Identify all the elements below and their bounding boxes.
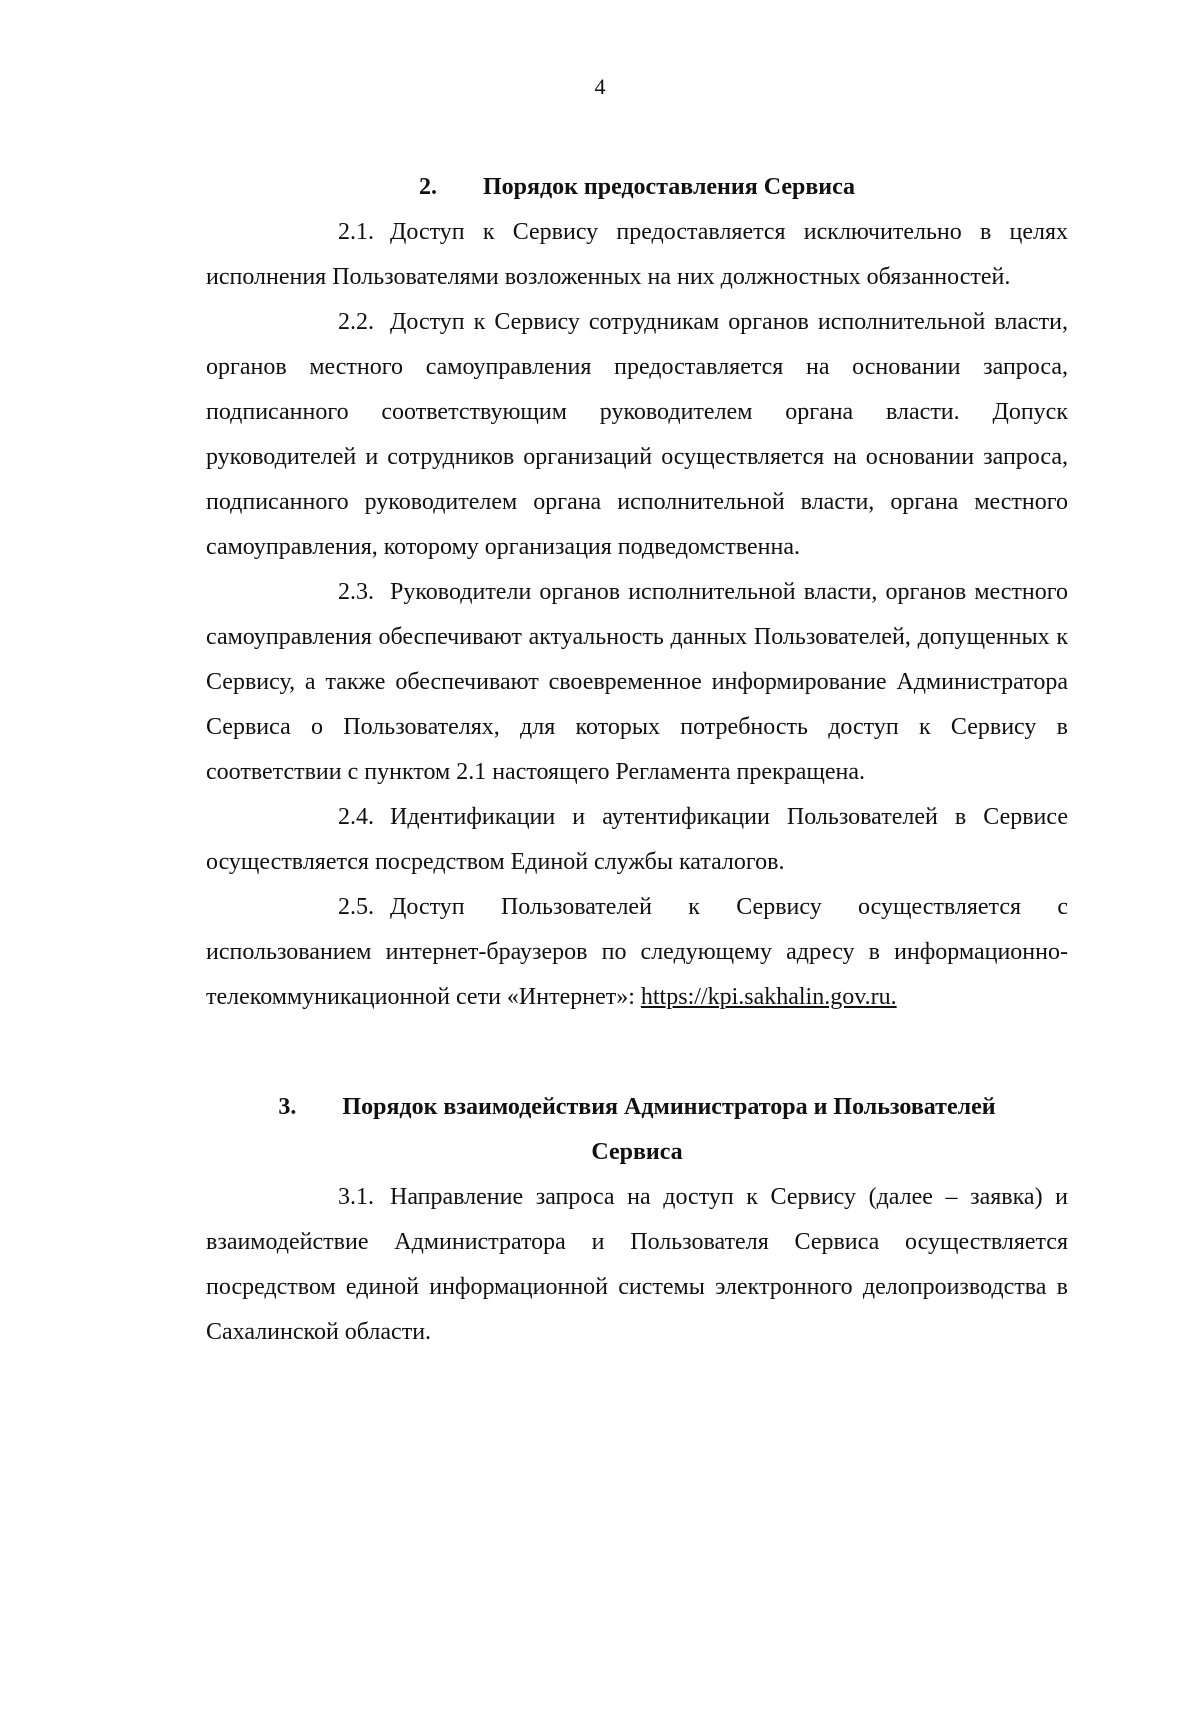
paragraph-text: Доступ Пользователей к Сервису осуществляется с использованием интернет-браузеров по следующему адресу в информационно-телекоммуникационной сети «Интернет»: [206,894,1068,1010]
section-title-line2: Сервиса [591,1139,683,1165]
paragraph-text: Направление запроса на доступ к Сервису (далее – заявка) и взаимодействие Администратора и Пользователя Сервиса осуществляется посредством единой информационной системы электронного делопроизводства в Сахалинской области. [206,1184,1068,1345]
section-number: 2. [418,174,437,200]
section-title: Порядок предоставления Сервиса [482,174,856,200]
paragraph-2-2 [206,300,1068,570]
paragraph-2-5 [206,885,1068,1020]
paragraph-number: 2.1. [338,219,374,245]
section-3-heading [206,1085,1068,1175]
document-body [206,165,1068,1355]
paragraph-text: Идентификации и аутентификации Пользователей в Сервисе осуществляется посредством Единой службы каталогов. [206,804,1068,875]
paragraph-text: Руководители органов исполнительной власти, органов местного самоуправления обеспечивают актуальность данных Пользователей, допущенных к Сервису, а также обеспечивают своевременное информирование Администратора Сервиса о Пользователях, для которых потребность доступ к Сервису в соответствии с пунктом 2.1 настоящего Регламента прекращена. [206,579,1068,785]
paragraph-number: 2.2. [338,309,374,335]
paragraph-text: Доступ к Сервису сотрудникам органов исполнительной власти, органов местного самоуправления предоставляется на основании запроса, подписанного соответствующим руководителем органа власти. Допуск руководителей и сотрудников организаций осуществляется на основании запроса, подписанного руководителем органа исполнительной власти, органа местного самоуправления, которому организация подведомственна. [206,309,1068,560]
section-number: 3. [278,1094,297,1120]
paragraph-number: 2.5. [338,894,374,920]
paragraph-number: 3.1. [338,1184,374,1210]
service-url-link[interactable]: https://kpi.sakhalin.gov.ru. [640,984,897,1010]
page-number: 4 [594,74,606,99]
paragraph-2-1 [206,210,1068,300]
paragraph-number: 2.3. [338,579,374,605]
paragraph-2-4 [206,795,1068,885]
paragraph-text: Доступ к Сервису предоставляется исключительно в целях исполнения Пользователями возложенных на них должностных обязанностей. [206,219,1068,290]
section-title-line1: Порядок взаимодействия Администратора и Пользователей [342,1094,996,1120]
paragraph-number: 2.4. [338,804,374,830]
section-2-heading [206,165,1068,210]
paragraph-2-3 [206,570,1068,795]
paragraph-3-1 [206,1175,1068,1355]
